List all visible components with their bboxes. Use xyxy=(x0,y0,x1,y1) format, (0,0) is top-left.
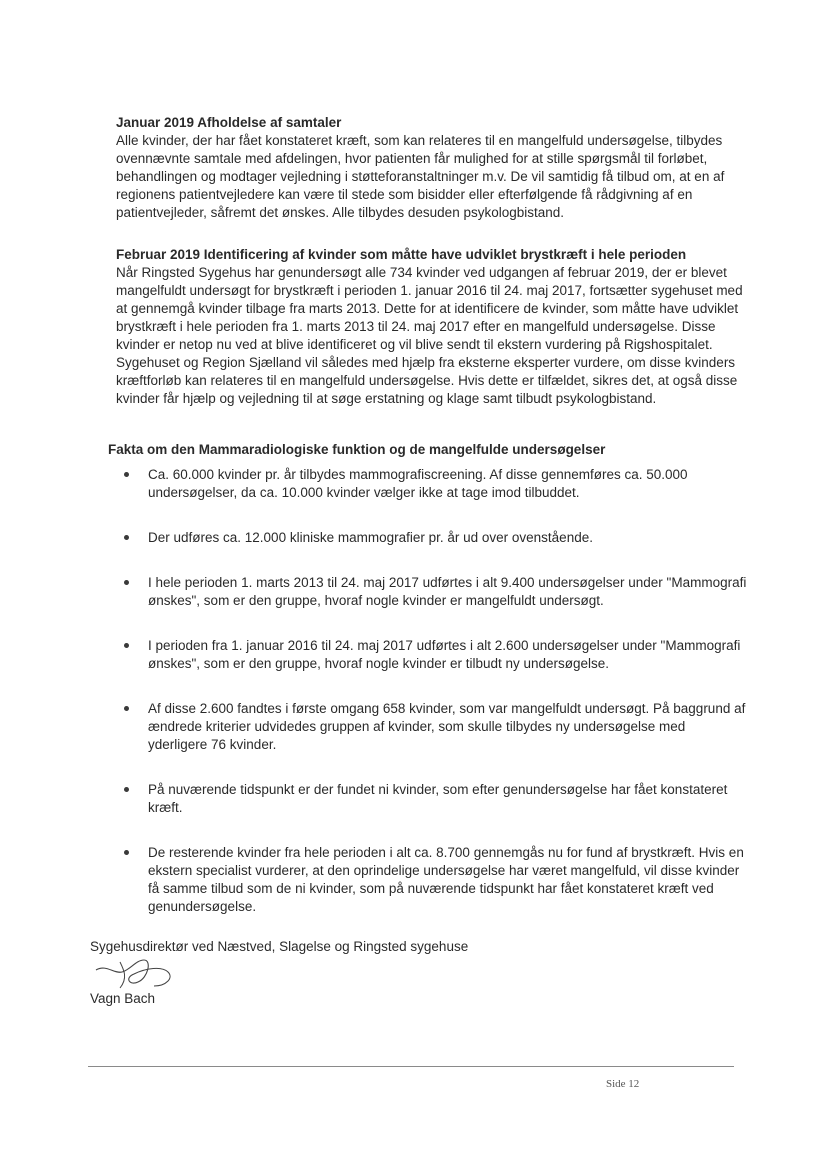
section-heading: Februar 2019 Identificering af kvinder som måtte have udviklet brystkræft i hele perioden xyxy=(116,247,687,262)
list-item xyxy=(108,574,748,610)
footer-divider xyxy=(88,1066,734,1067)
list-item xyxy=(108,781,748,817)
list-item-text: De resterende kvinder fra hele perioden i alt ca. 8.700 gennemgås nu for fund af brystkræft. Hvis en ekstern specialist vurderer, at den oprindelige undersøgelse har været mangelfuld, vil disse kvinder få samme tilbud som de ni kvinder, som på nuværende tidspunkt har fået konstateret kræft ved genundersøgelse. xyxy=(148,845,744,914)
section-body: Når Ringsted Sygehus har genundersøgt alle 734 kvinder ved udgangen af februar 2019, der er blevet mangelfuldt undersøgt for brystkræft i perioden 1. januar 2016 til 24. maj 2017, fortsætter sygehuset med at gennemgå kvinder tilbage fra marts 2013. Dette for at identificere de kvinder, som måtte have udviklet brystkræft i hele perioden fra 1. marts 2013 til 24. maj 2017 efter en mangelfuld undersøgelse. Disse kvinder er netop nu ved at blive identificeret og vil blive sendt til ekstern vurdering på Rigshospitalet. Sygehuset og Region Sjælland vil således med hjælp fra eksterne eksperter vurdere, om disse kvinders kræftforløb kan relateres til en mangelfuld undersøgelse. Hvis dette er tilfældet, sikres det, at også disse kvinder får hjælp og vejledning til at søge erstatning og klage samt tilbudt psykologbistand. xyxy=(116,265,743,406)
bullet-icon xyxy=(124,580,129,585)
bullet-icon xyxy=(124,850,129,855)
list-item-text: På nuværende tidspunkt er der fundet ni kvinder, som efter genundersøgelse har fået konstateret kræft. xyxy=(148,782,728,815)
page-number: Side 12 xyxy=(606,1078,640,1090)
list-item xyxy=(108,529,748,547)
signer-title: Sygehusdirektør ved Næstved, Slagelse og Ringsted sygehuse xyxy=(90,939,469,954)
list-item-text: I hele perioden 1. marts 2013 til 24. maj 2017 udførtes i alt 9.400 undersøgelser under "Mammografi ønskes", som er den gruppe, hvoraf nogle kvinder er mangelfuldt undersøgt. xyxy=(148,575,747,608)
bullet-icon xyxy=(124,472,129,477)
list-item-text: I perioden fra 1. januar 2016 til 24. maj 2017 udførtes i alt 2.600 undersøgelser under "Mammografi ønskes", som er den gruppe, hvoraf nogle kvinder er tilbudt ny undersøgelse. xyxy=(148,638,741,671)
signer-name: Vagn Bach xyxy=(90,991,156,1006)
list-item-text: Af disse 2.600 fandtes i første omgang 658 kvinder, som var mangelfuldt undersøgt. På baggrund af ændrede kriterier udvidedes gruppen af kvinder, som skulle tilbydes ny undersøgelse med yderligere 76 kvinder. xyxy=(148,701,746,752)
list-item-text: Der udføres ca. 12.000 kliniske mammografier pr. år ud over ovenstående. xyxy=(148,530,593,545)
signature-image xyxy=(90,952,190,994)
list-item xyxy=(108,637,748,673)
bullet-icon xyxy=(124,643,129,648)
facts-heading: Fakta om den Mammaradiologiske funktion og de mangelfulde undersøgelser xyxy=(108,442,606,457)
list-item-text: Ca. 60.000 kvinder pr. år tilbydes mammografiscreening. Af disse gennemføres ca. 50.000 undersøgelser, da ca. 10.000 kvinder vælger ikke at tage imod tilbuddet. xyxy=(148,467,688,500)
list-item xyxy=(108,466,748,502)
list-item xyxy=(108,844,748,916)
bullet-icon xyxy=(124,706,129,711)
section-januar-2019 xyxy=(116,114,746,222)
bullet-icon xyxy=(124,787,129,792)
facts-list xyxy=(108,466,748,943)
section-heading: Januar 2019 Afholdelse af samtaler xyxy=(116,115,342,130)
section-februar-2019 xyxy=(116,246,746,408)
bullet-icon xyxy=(124,535,129,540)
list-item xyxy=(108,700,748,754)
section-body: Alle kvinder, der har fået konstateret kræft, som kan relateres til en mangelfuld undersøgelse, tilbydes ovennævnte samtale med afdelingen, hvor patienten får mulighed for at stille spørgsmål til forløbet, behandlingen og modtager vejledning i støtteforanstaltninger m.v. De vil samtidig få tilbud om, at en af regionens patientvejledere kan være til stede som bisidder eller efterfølgende få rådgivning af en patientvejleder, såfremt det ønskes. Alle tilbydes desuden psykologbistand. xyxy=(116,133,725,220)
